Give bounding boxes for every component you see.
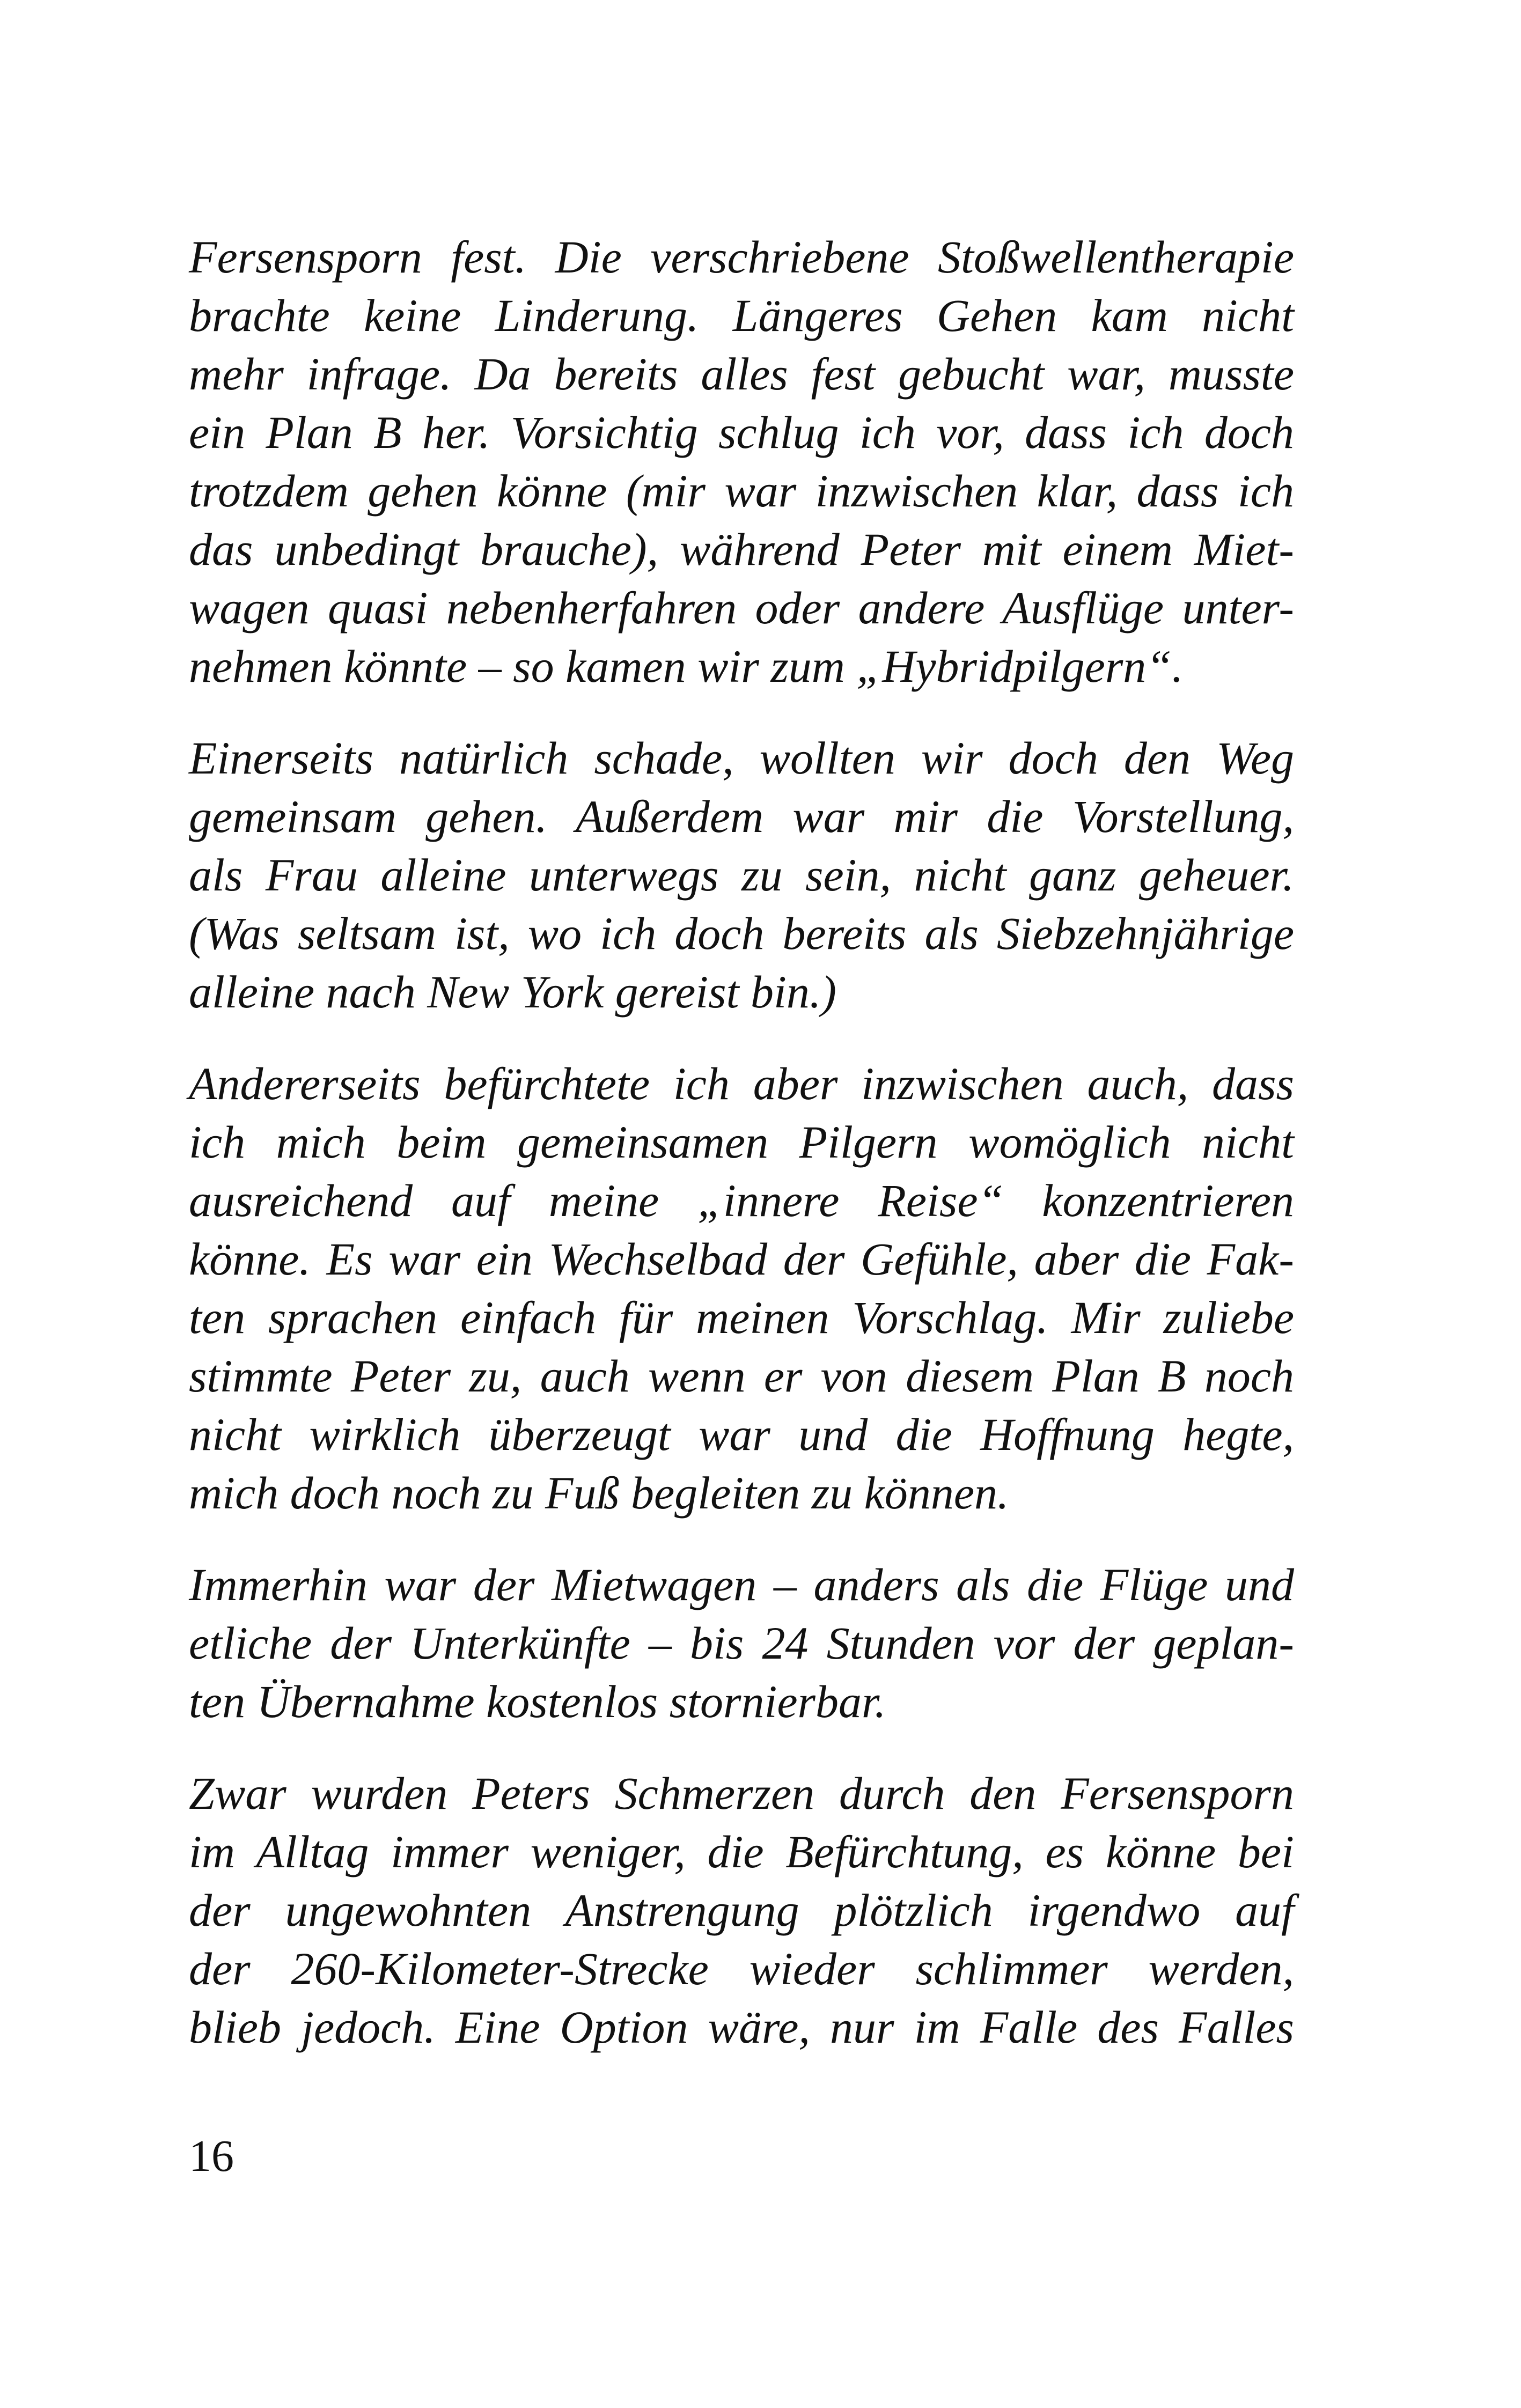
text-line: mehr infrage. Da bereits alles fest gebucht war, musste — [189, 348, 1294, 400]
text-line: ten sprachen einfach für meinen Vorschlag. Mir zuliebe — [189, 1292, 1294, 1343]
paragraph — [189, 729, 1294, 1021]
text-line: gemeinsam gehen. Außerdem war mir die Vorstellung, — [189, 791, 1294, 842]
text-line: ten Übernahme kostenlos stornierbar. — [189, 1676, 886, 1727]
text-line: ich mich beim gemeinsamen Pilgern womöglich nicht — [189, 1116, 1294, 1168]
paragraph — [189, 228, 1294, 696]
text-line: mich doch noch zu Fuß begleiten zu können. — [189, 1467, 1009, 1519]
paragraph — [189, 1764, 1294, 2057]
text-line: wagen quasi nebenherfahren oder andere Ausflüge unter- — [189, 582, 1294, 634]
body-text — [189, 228, 1294, 2090]
text-line: im Alltag immer weniger, die Befürchtung, es könne bei — [189, 1826, 1294, 1877]
text-line: trotzdem gehen könne (mir war inzwischen klar, dass ich — [189, 465, 1294, 517]
text-line: Fersensporn fest. Die verschriebene Stoßwellentherapie — [189, 231, 1294, 283]
text-line: als Frau alleine unterwegs zu sein, nicht ganz geheuer. — [189, 849, 1294, 901]
text-line: nicht wirklich überzeugt war und die Hoffnung hegte, — [189, 1409, 1294, 1460]
text-line: der ungewohnten Anstrengung plötzlich irgendwo auf — [189, 1884, 1294, 1936]
text-line: könne. Es war ein Wechselbad der Gefühle, aber die Fak- — [189, 1233, 1294, 1285]
paragraph — [189, 1556, 1294, 1731]
text-line: der 260-Kilometer-Strecke wieder schlimmer werden, — [189, 1943, 1294, 1994]
text-line: etliche der Unterkünfte – bis 24 Stunden vor der geplan- — [189, 1617, 1294, 1669]
text-line: blieb jedoch. Eine Option wäre, nur im Falle des Falles — [189, 2001, 1294, 2053]
paragraph — [189, 1055, 1294, 1522]
page-number: 16 — [189, 2131, 234, 2181]
text-line: (Was seltsam ist, wo ich doch bereits als Siebzehnjährige — [189, 908, 1294, 959]
text-line: Zwar wurden Peters Schmerzen durch den Fersensporn — [189, 1768, 1294, 1819]
text-line: stimmte Peter zu, auch wenn er von diesem Plan B noch — [189, 1350, 1294, 1402]
text-line: nehmen könnte – so kamen wir zum „Hybridpilgern“. — [189, 640, 1184, 692]
text-line: brachte keine Linderung. Längeres Gehen kam nicht — [189, 290, 1294, 341]
text-line: ausreichend auf meine „innere Reise“ konzentrieren — [189, 1175, 1294, 1226]
text-line: Immerhin war der Mietwagen – anders als die Flüge und — [189, 1559, 1294, 1610]
text-line: Andererseits befürchtete ich aber inzwischen auch, dass — [189, 1058, 1294, 1109]
text-line: das unbedingt brauche), während Peter mit einem Miet- — [189, 524, 1294, 575]
text-line: ein Plan B her. Vorsichtig schlug ich vor, dass ich doch — [189, 407, 1294, 458]
text-line: Einerseits natürlich schade, wollten wir doch den Weg — [189, 732, 1294, 784]
text-line: alleine nach New York gereist bin.) — [189, 966, 837, 1018]
